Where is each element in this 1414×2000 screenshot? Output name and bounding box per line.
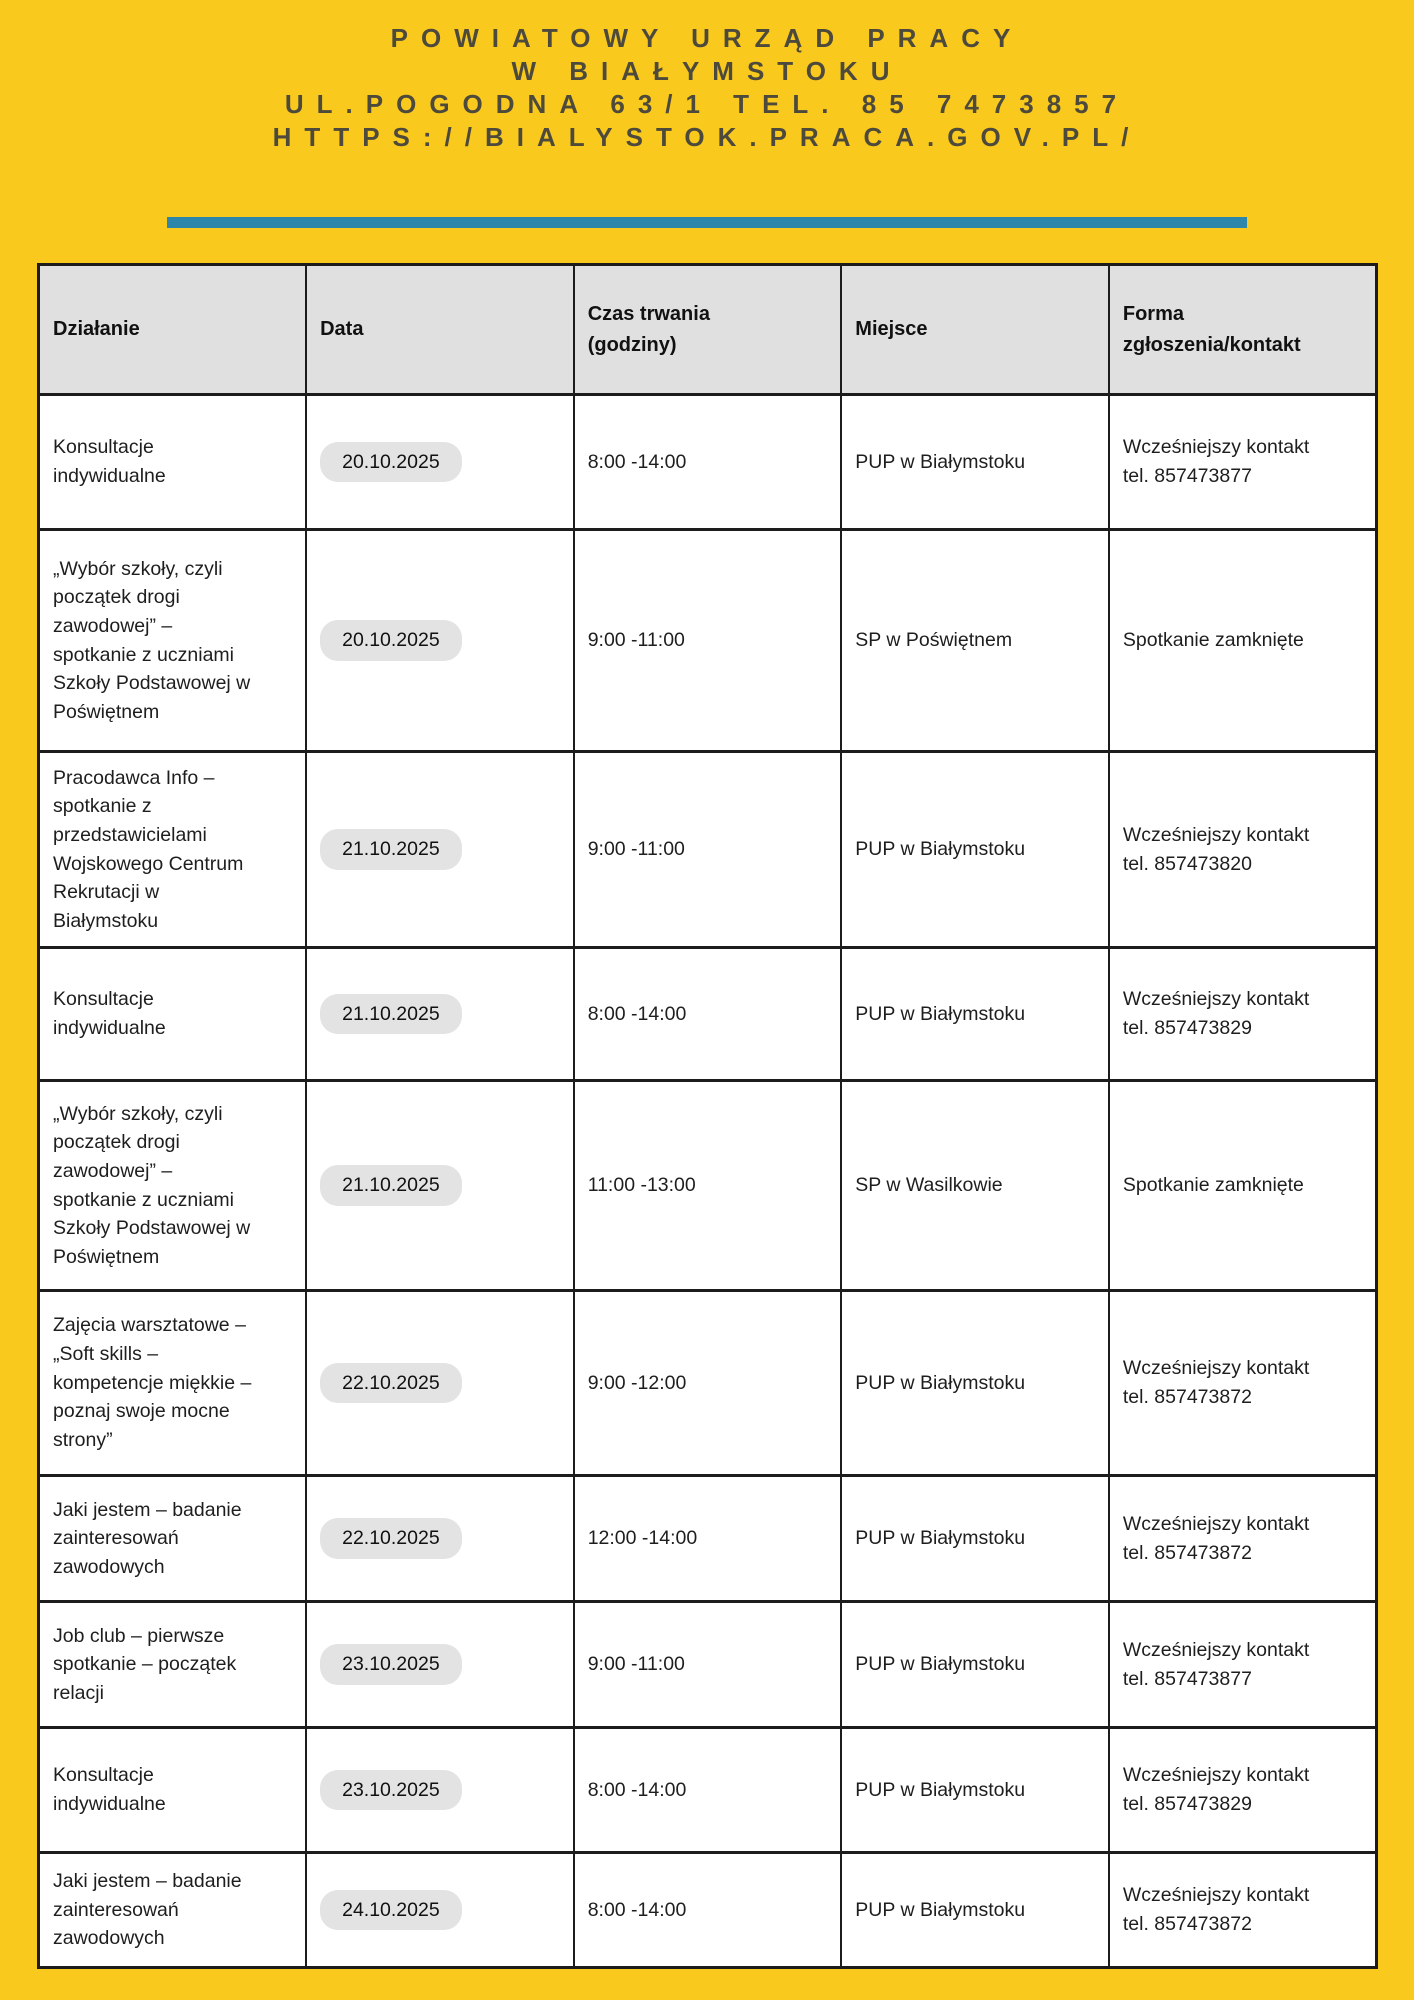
column-header-czas-trwania: Czas trwania (godziny) <box>574 265 842 395</box>
date-cell <box>306 1476 574 1602</box>
time-cell: 8:00 -14:00 <box>574 948 842 1081</box>
date-pill: 22.10.2025 <box>320 1363 462 1404</box>
action-cell: Konsultacje indywidualne <box>39 1728 307 1853</box>
action-cell: „Wybór szkoły, czyli początek drogi zawodowej” – spotkanie z uczniami Szkoły Podstawowej w Poświętnem <box>39 530 307 752</box>
date-cell <box>306 395 574 530</box>
divider-bar <box>167 217 1247 228</box>
date-pill: 21.10.2025 <box>320 829 462 870</box>
place-cell: SP w Poświętnem <box>841 530 1109 752</box>
action-cell: Jaki jestem – badanie zainteresowań zawodowych <box>39 1853 307 1968</box>
date-cell <box>306 530 574 752</box>
contact-cell: Spotkanie zamknięte <box>1109 1081 1377 1291</box>
time-cell: 11:00 -13:00 <box>574 1081 842 1291</box>
date-pill: 24.10.2025 <box>320 1890 462 1931</box>
date-cell <box>306 948 574 1081</box>
table-row <box>39 395 1377 530</box>
action-cell: Zajęcia warsztatowe – „Soft skills – kompetencje miękkie – poznaj swoje mocne strony” <box>39 1291 307 1476</box>
date-pill: 20.10.2025 <box>320 620 462 661</box>
contact-cell: Wcześniejszy kontakt tel. 857473820 <box>1109 752 1377 948</box>
contact-cell: Wcześniejszy kontakt tel. 857473872 <box>1109 1291 1377 1476</box>
time-cell: 9:00 -12:00 <box>574 1291 842 1476</box>
place-cell: PUP w Białymstoku <box>841 1728 1109 1853</box>
date-cell <box>306 1081 574 1291</box>
table-row <box>39 1081 1377 1291</box>
place-cell: PUP w Białymstoku <box>841 395 1109 530</box>
schedule-table-body <box>39 395 1377 1968</box>
date-cell <box>306 1291 574 1476</box>
date-cell <box>306 1728 574 1853</box>
date-pill: 23.10.2025 <box>320 1770 462 1811</box>
place-cell: PUP w Białymstoku <box>841 752 1109 948</box>
date-cell <box>306 1853 574 1968</box>
contact-cell: Wcześniejszy kontakt tel. 857473872 <box>1109 1476 1377 1602</box>
action-cell: „Wybór szkoły, czyli początek drogi zawodowej” – spotkanie z uczniami Szkoły Podstawowej w Poświętnem <box>39 1081 307 1291</box>
action-cell: Pracodawca Info – spotkanie z przedstawicielami Wojskowego Centrum Rekrutacji w Białymstoku <box>39 752 307 948</box>
date-pill: 22.10.2025 <box>320 1518 462 1559</box>
website-line: HTTPS://BIALYSTOK.PRACA.GOV.PL/ <box>272 122 1142 152</box>
action-cell: Jaki jestem – badanie zainteresowań zawodowych <box>39 1476 307 1602</box>
schedule-table <box>37 263 1378 1969</box>
column-header-forma-zgloszenia: Forma zgłoszenia/kontakt <box>1109 265 1377 395</box>
contact-cell: Wcześniejszy kontakt tel. 857473872 <box>1109 1853 1377 1968</box>
table-row <box>39 1853 1377 1968</box>
date-pill: 20.10.2025 <box>320 442 462 483</box>
place-cell: PUP w Białymstoku <box>841 1291 1109 1476</box>
place-cell: PUP w Białymstoku <box>841 1476 1109 1602</box>
time-cell: 8:00 -14:00 <box>574 1853 842 1968</box>
contact-cell: Wcześniejszy kontakt tel. 857473829 <box>1109 1728 1377 1853</box>
contact-cell: Wcześniejszy kontakt tel. 857473829 <box>1109 948 1377 1081</box>
table-row <box>39 752 1377 948</box>
column-header-data: Data <box>306 265 574 395</box>
time-cell: 9:00 -11:00 <box>574 752 842 948</box>
column-header-dzialanie: Działanie <box>39 265 307 395</box>
org-name-line1: POWIATOWY URZĄD PRACY <box>390 23 1024 53</box>
table-row <box>39 1476 1377 1602</box>
table-row <box>39 1728 1377 1853</box>
time-cell: 9:00 -11:00 <box>574 530 842 752</box>
table-row <box>39 530 1377 752</box>
date-cell <box>306 1602 574 1728</box>
date-pill: 21.10.2025 <box>320 1165 462 1206</box>
table-row <box>39 1602 1377 1728</box>
place-cell: PUP w Białymstoku <box>841 1853 1109 1968</box>
org-name-line2: W BIAŁYMSTOKU <box>511 56 903 86</box>
table-row <box>39 948 1377 1081</box>
place-cell: SP w Wasilkowie <box>841 1081 1109 1291</box>
time-cell: 9:00 -11:00 <box>574 1602 842 1728</box>
time-cell: 8:00 -14:00 <box>574 1728 842 1853</box>
date-cell <box>306 752 574 948</box>
date-pill: 23.10.2025 <box>320 1644 462 1685</box>
schedule-table-container <box>37 263 1378 1969</box>
place-cell: PUP w Białymstoku <box>841 1602 1109 1728</box>
place-cell: PUP w Białymstoku <box>841 948 1109 1081</box>
date-pill: 21.10.2025 <box>320 994 462 1035</box>
time-cell: 8:00 -14:00 <box>574 395 842 530</box>
contact-cell: Wcześniejszy kontakt tel. 857473877 <box>1109 395 1377 530</box>
column-header-miejsce: Miejsce <box>841 265 1109 395</box>
table-header-row <box>39 265 1377 395</box>
table-row <box>39 1291 1377 1476</box>
action-cell: Konsultacje indywidualne <box>39 948 307 1081</box>
action-cell: Job club – pierwsze spotkanie – początek relacji <box>39 1602 307 1728</box>
contact-cell: Wcześniejszy kontakt tel. 857473877 <box>1109 1602 1377 1728</box>
page-header <box>0 0 1414 154</box>
action-cell: Konsultacje indywidualne <box>39 395 307 530</box>
contact-cell: Spotkanie zamknięte <box>1109 530 1377 752</box>
address-line: UL.POGODNA 63/1 TEL. 85 7473857 <box>284 89 1130 119</box>
time-cell: 12:00 -14:00 <box>574 1476 842 1602</box>
